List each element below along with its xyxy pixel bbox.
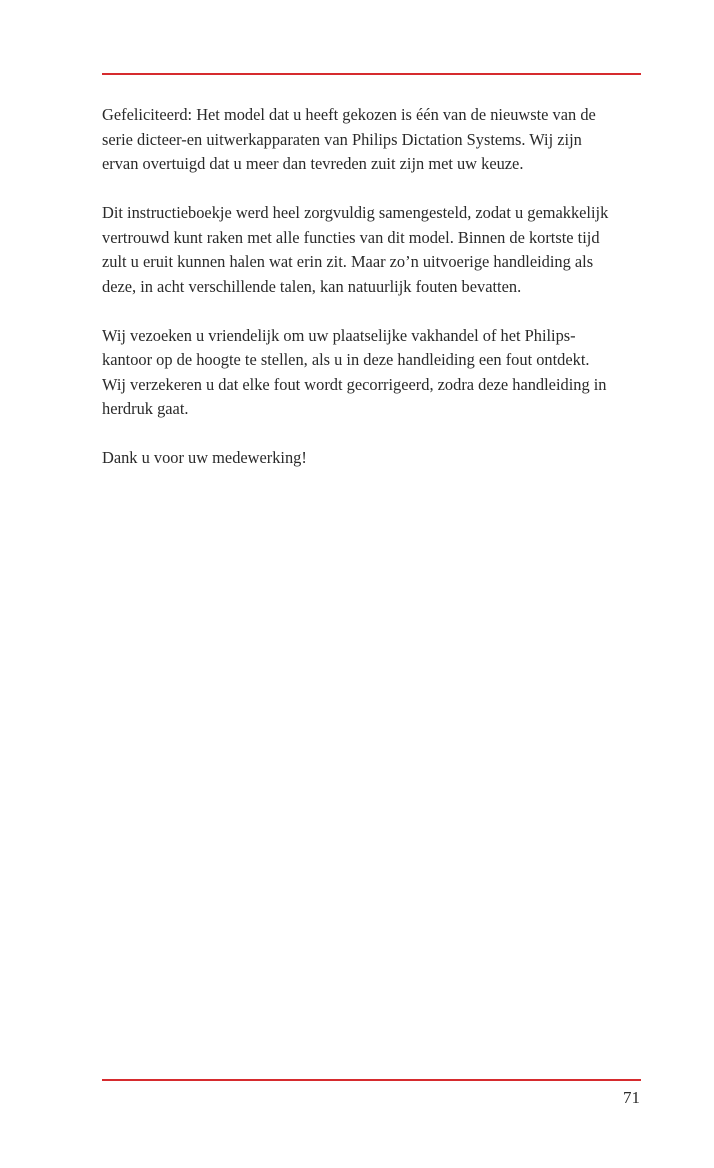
text-line: Dank u voor uw medewerking! (102, 448, 307, 467)
text-line: herdruk gaat. (102, 399, 189, 418)
bottom-rule (102, 1079, 641, 1081)
text-line: Dit instructieboekje werd heel zorgvuldig samengesteld, zodat u gemakkelijk (102, 203, 609, 222)
text-line: serie dicteer-en uitwerkapparaten van Philips Dictation Systems. Wij zijn (102, 129, 582, 149)
page-body (102, 103, 647, 495)
page-number: 71 (623, 1088, 640, 1107)
text-line: kantoor op de hoogte te stellen, als u in deze handleiding een fout ontdekt. (102, 350, 590, 369)
text-line: ervan overtuigd dat u meer dan tevreden zuit zijn met uw keuze. (102, 154, 524, 173)
text-line: Wij verzekeren u dat elke fout wordt gecorrigeerd, zodra deze handleiding in (102, 374, 607, 394)
paragraph-congratulations (102, 103, 647, 177)
text-line: Gefeliciteerd: Het model dat u heeft gekozen is één van de nieuwste van de (102, 105, 596, 124)
text-line: vertrouwd kunt raken met alle functies van dit model. Binnen de kortste tijd (102, 227, 600, 247)
text-line: zult u eruit kunnen halen wat erin zit. Maar zo’n uitvoerige handleiding als (102, 252, 594, 271)
paragraph-thanks (102, 446, 647, 471)
paragraph-instruction-booklet (102, 201, 647, 299)
top-rule (102, 73, 641, 75)
text-line: Wij vezoeken u vriendelijk om uw plaatselijke vakhandel of het Philips- (102, 325, 576, 345)
paragraph-report-errors (102, 324, 647, 422)
text-line: deze, in acht verschillende talen, kan natuurlijk fouten bevatten. (102, 276, 522, 296)
